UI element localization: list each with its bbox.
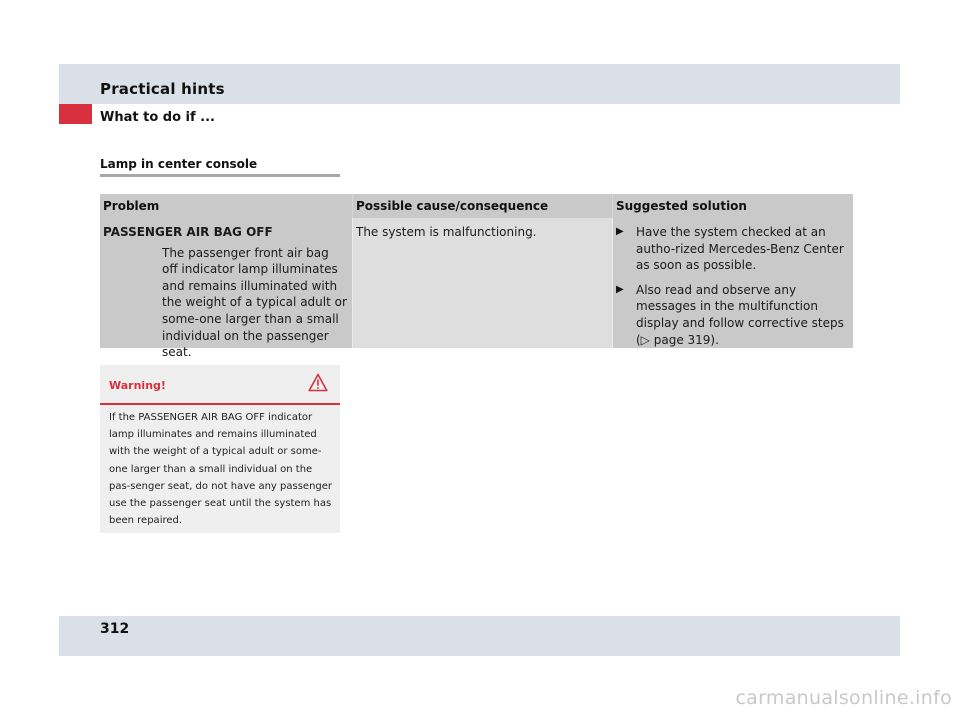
troubleshooting-table: [100, 194, 853, 360]
bullet-arrow-icon: ▶: [616, 283, 624, 295]
watermark-text: carmanualsonline.info: [735, 687, 952, 709]
warning-header: [100, 365, 340, 405]
solution-text: Have the system checked at an autho-rized Mercedes-Benz Center as soon as possible.: [636, 225, 844, 273]
column-header-cause: Possible cause/consequence: [352, 194, 612, 218]
warning-title: Warning!: [109, 379, 166, 392]
subsection-rule: [100, 174, 340, 177]
section-title: What to do if ...: [100, 110, 215, 125]
solution-text: Also read and observe any messages in the multifunction display and follow corrective steps (▷ page 319).: [636, 282, 844, 347]
solution-item: [616, 282, 853, 348]
section-marker: [59, 104, 92, 124]
table-header: [100, 194, 853, 218]
problem-label: PASSENGER AIR BAG OFF: [103, 225, 273, 239]
warning-triangle-icon: [308, 373, 328, 396]
column-header-problem: Problem: [103, 199, 160, 213]
column-header-solution: Suggested solution: [612, 194, 853, 218]
problem-cell: [100, 218, 352, 360]
problem-description: The passenger front air bag off indicator lamp illuminates and remains illuminated with the weight of a typical adult or some-one larger than a small individual on the passenger seat.: [162, 245, 347, 360]
subsection-title: Lamp in center console: [100, 157, 258, 171]
warning-box: [100, 365, 340, 533]
cause-cell: [352, 218, 612, 348]
solution-item: [616, 224, 853, 274]
table-row: [100, 218, 853, 360]
footer-band: [59, 616, 900, 656]
cause-text: The system is malfunctioning.: [356, 225, 537, 239]
chapter-title: Practical hints: [100, 80, 225, 98]
bullet-arrow-icon: ▶: [616, 226, 624, 237]
warning-text: If the PASSENGER AIR BAG OFF indicator lamp illuminates and remains illuminated with the weight of a typical adult or some-one larger than a small individual on the pas-senger seat, do not have any passenger use the passenger seat until the system has been repaired.: [109, 412, 333, 527]
solution-cell: [612, 218, 853, 348]
page-number: 312: [100, 621, 130, 637]
